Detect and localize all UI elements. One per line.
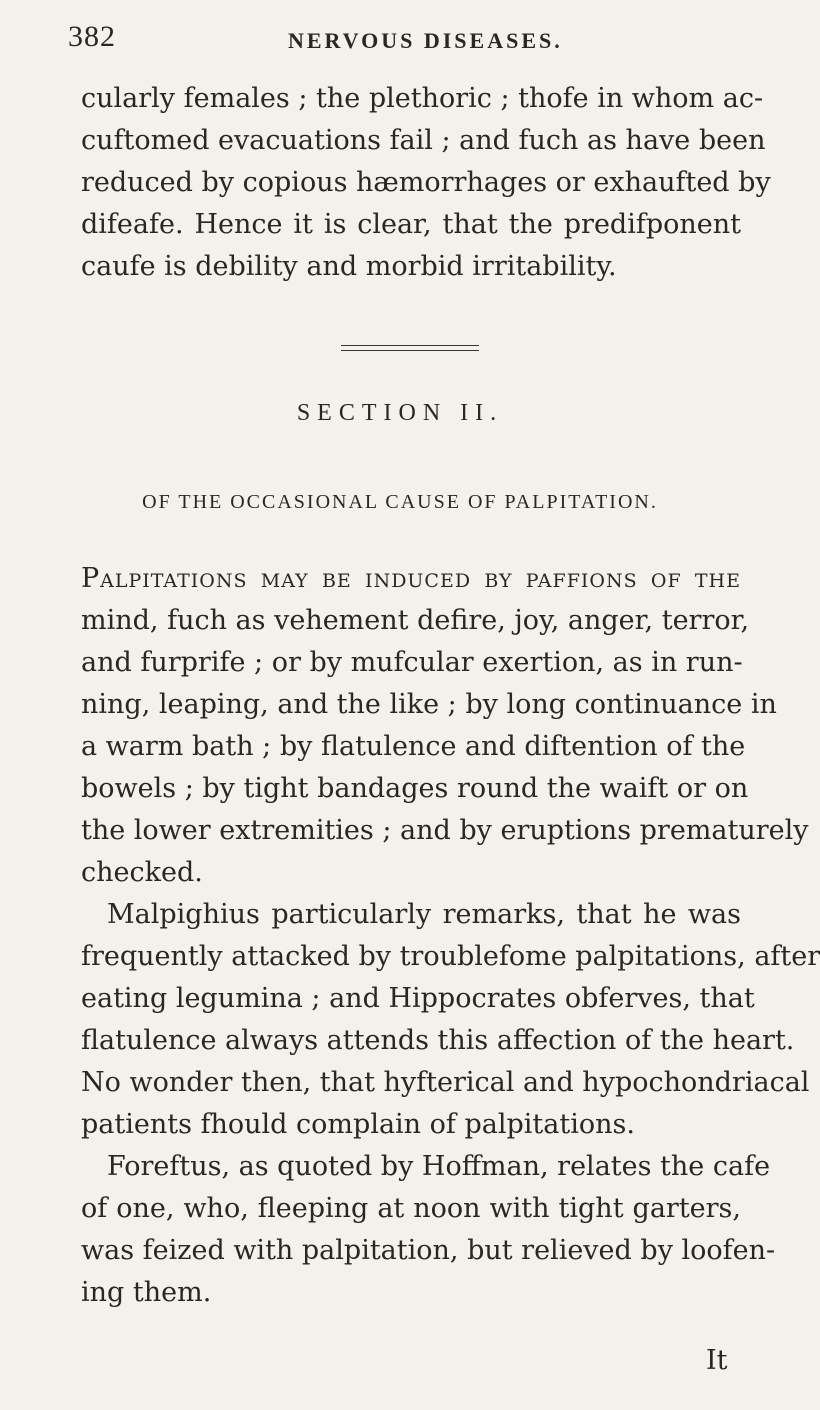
text-line-content: Palpitations may be induced by paffions of the [81, 563, 741, 594]
text-line: the lower extremities ; and by eruptions prematurely [81, 815, 809, 846]
text-line: Malpighius particularly remarks, that he was [107, 899, 741, 930]
text-line: ning, leaping, and the like ; by long continuance in [81, 689, 777, 720]
text-line: patients fhould complain of palpitations. [81, 1109, 635, 1140]
text-line: frequently attacked by troublefome palpitations, after [81, 941, 820, 972]
text-line: and furprife ; or by mufcular exertion, as in run- [81, 647, 743, 678]
text-line: ing them. [81, 1277, 212, 1308]
text-line: reduced by copious hæmorrhages or exhaufted by [81, 167, 771, 198]
text-line [81, 558, 741, 600]
paragraph-3 [81, 894, 820, 1146]
text-line: checked. [81, 857, 203, 888]
text-line: mind, fuch as vehement defire, joy, anger, terror, [81, 605, 750, 636]
text-line: was feized with palpitation, but relieved by loofen- [81, 1235, 776, 1266]
catchword: It [706, 1345, 728, 1376]
text-line: eating legumina ; and Hippocrates obferves, that [81, 983, 755, 1014]
text-line: a warm bath ; by flatulence and diftention of the [81, 731, 746, 762]
page-header [68, 20, 738, 60]
running-head: NERVOUS DISEASES. [288, 28, 563, 53]
paragraph-2 [81, 558, 809, 894]
text-line: No wonder then, that hyfterical and hypochondriacal [81, 1067, 810, 1098]
text-line: bowels ; by tight bandages round the waift or on [81, 773, 749, 804]
paragraph-1 [81, 78, 771, 288]
paragraph-4 [81, 1146, 776, 1314]
section-title: SECTION II. [296, 400, 504, 426]
text-line: of one, who, fleeping at noon with tight garters, [81, 1193, 741, 1224]
text-line: cuftomed evacuations fail ; and fuch as have been [81, 125, 766, 156]
divider-rule-bottom [341, 350, 479, 351]
text-line: caufe is debility and morbid irritability. [81, 251, 617, 282]
text-line: flatulence always attends this affection of the heart. [81, 1025, 795, 1056]
section-subtitle: OF THE OCCASIONAL CAUSE OF PALPITATION. [142, 491, 658, 513]
section-divider [341, 345, 479, 353]
divider-rule-top [341, 345, 479, 346]
text-line: difeafe. Hence it is clear, that the predifponent [81, 209, 741, 240]
text-line: cularly females ; the plethoric ; thofe in whom ac- [81, 83, 764, 114]
page-number: 382 [68, 20, 116, 53]
text-line: Foreftus, as quoted by Hoffman, relates the cafe [107, 1151, 771, 1182]
